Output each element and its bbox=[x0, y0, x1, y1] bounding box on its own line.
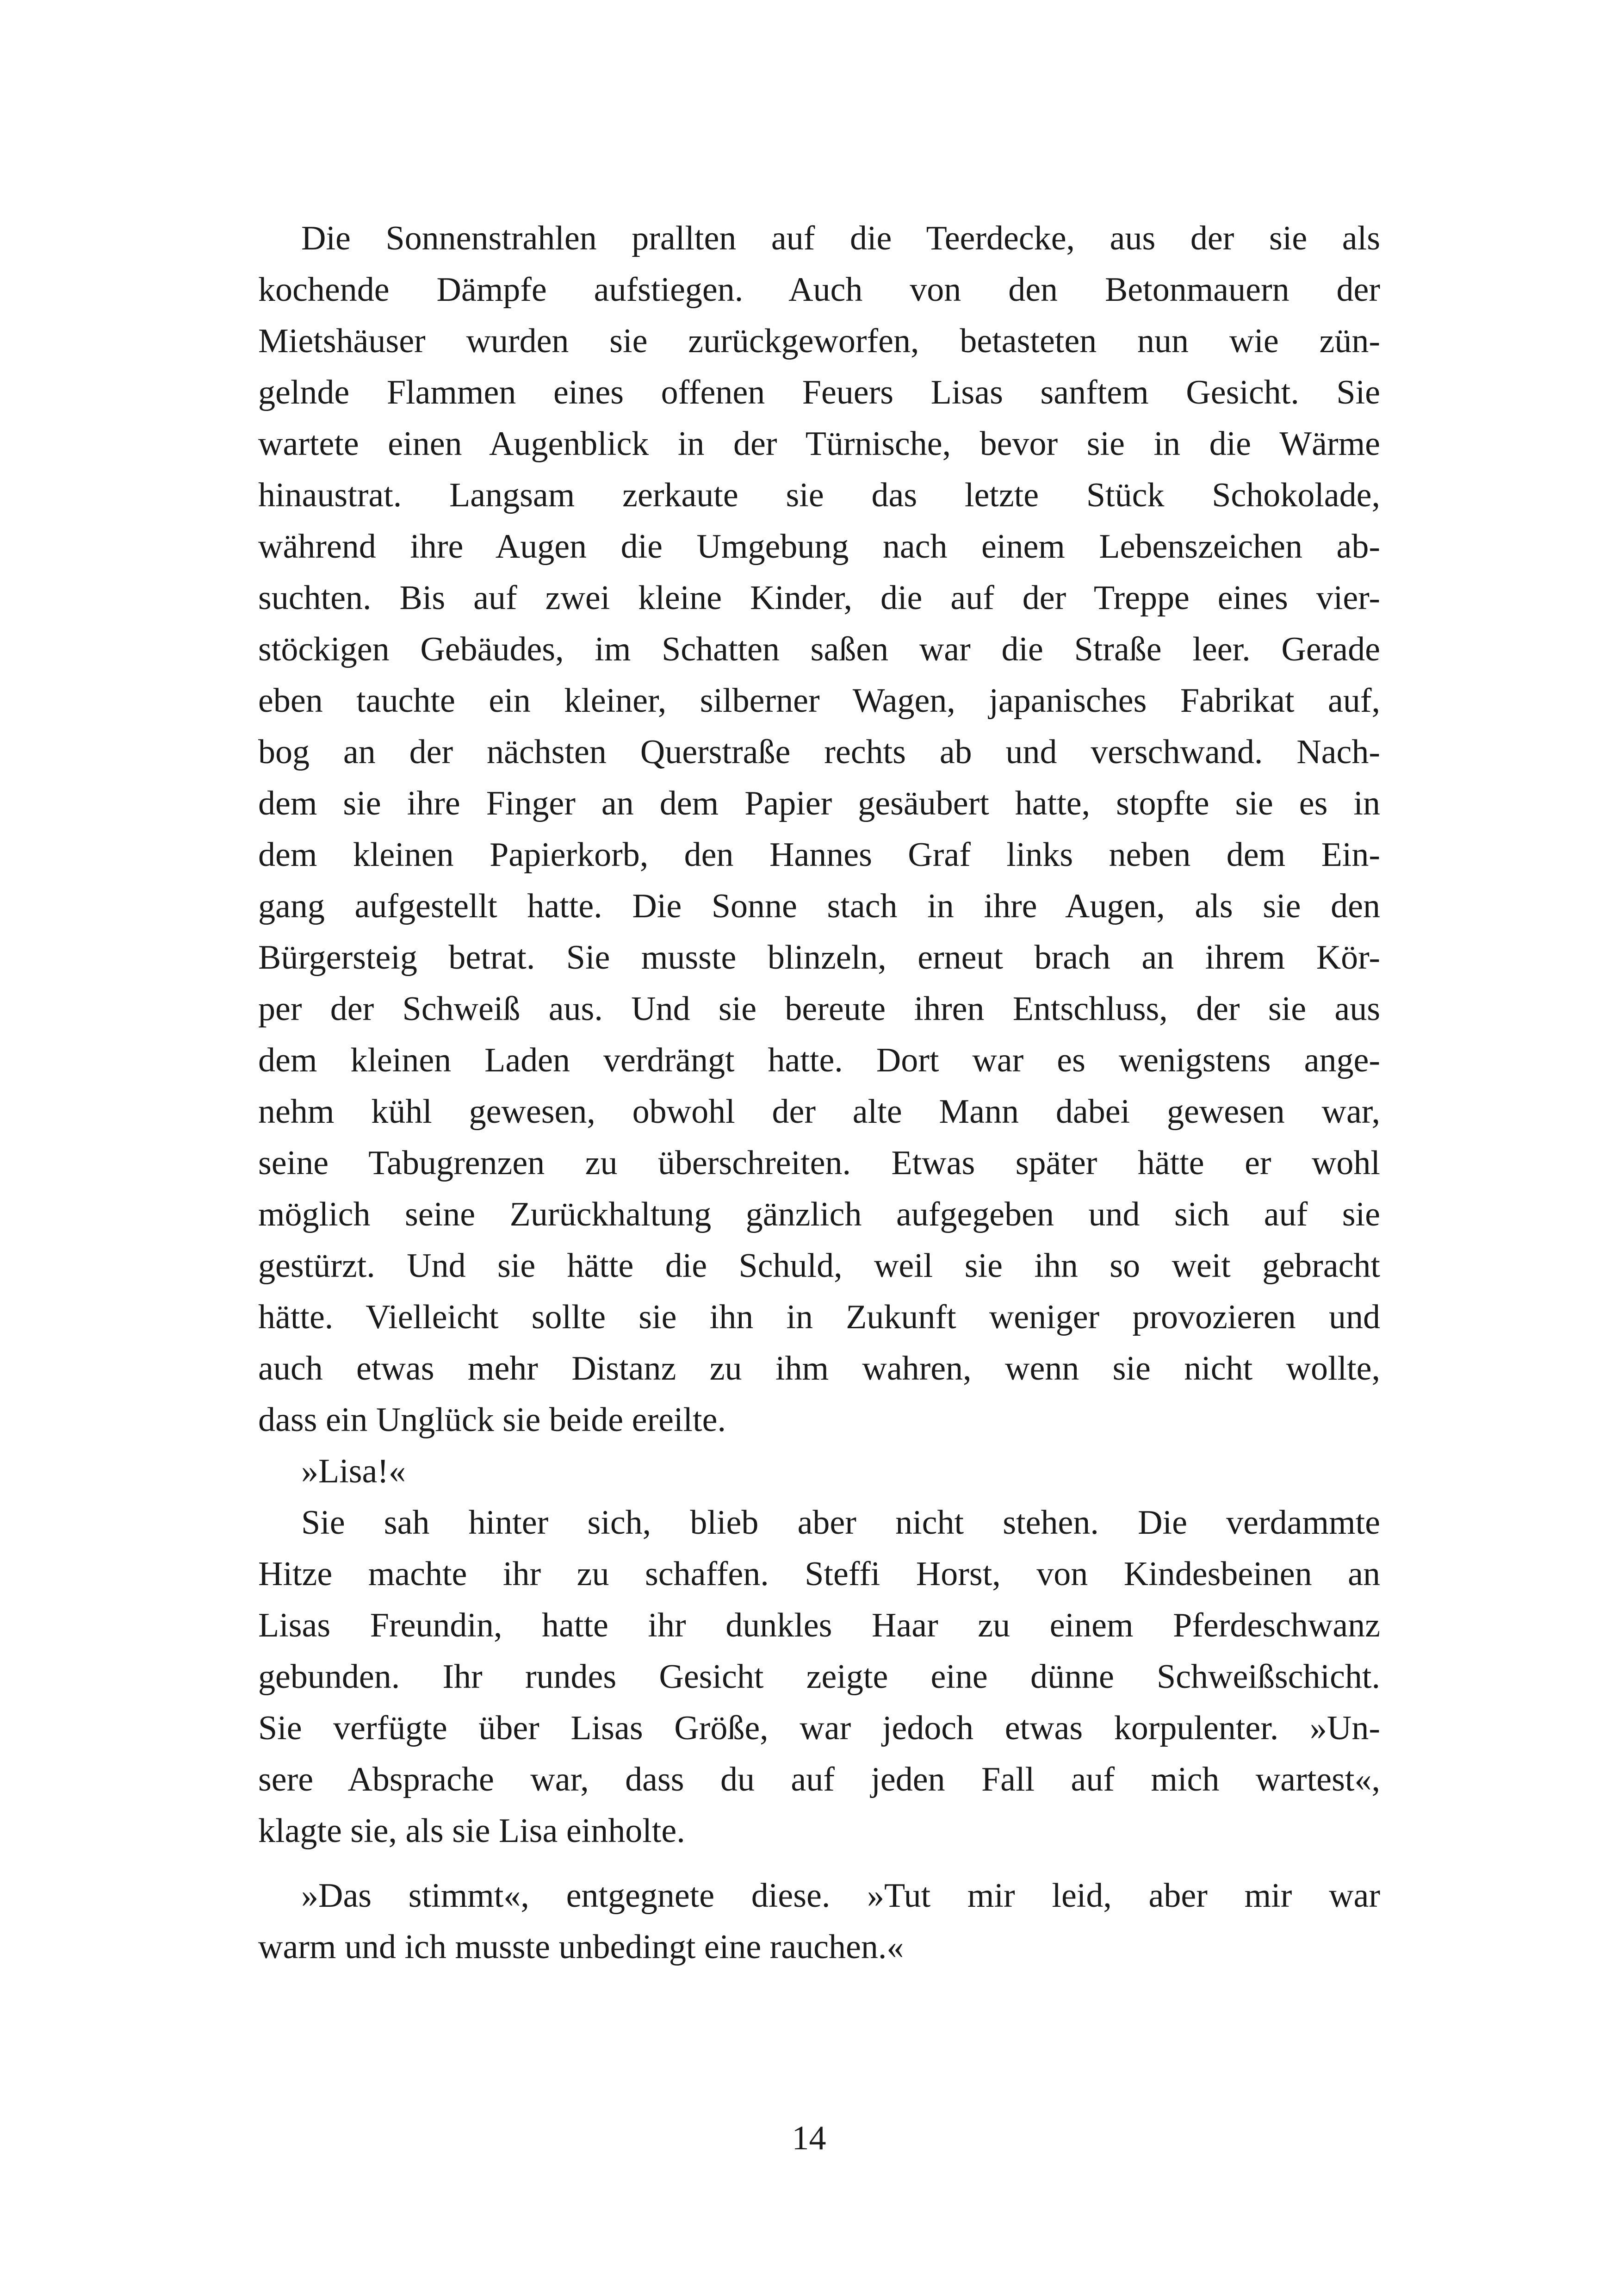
text-line: Bürgersteig betrat. Sie musste blinzeln, erneut brach an ihrem Kör- bbox=[258, 939, 1380, 977]
text-line: eben tauchte ein kleiner, silberner Wagen, japanisches Fabrikat auf, bbox=[258, 682, 1380, 720]
page-number: 14 bbox=[792, 2119, 826, 2157]
body-text bbox=[258, 213, 1380, 1973]
text-line: kochende Dämpfe aufstiegen. Auch von den Betonmauern der bbox=[258, 271, 1380, 309]
text-line: stöckigen Gebäudes, im Schatten saßen war die Straße leer. Gerade bbox=[258, 630, 1380, 668]
text-line: hätte. Vielleicht sollte sie ihn in Zukunft weniger provozieren und bbox=[258, 1298, 1380, 1336]
text-line: dem sie ihre Finger an dem Papier gesäubert hatte, stopfte sie es in bbox=[258, 784, 1380, 822]
text-line: gang aufgestellt hatte. Die Sonne stach in ihre Augen, als sie den bbox=[258, 887, 1380, 925]
text-line: Lisas Freundin, hatte ihr dunkles Haar zu einem Pferdeschwanz bbox=[258, 1606, 1380, 1644]
text-line: nehm kühl gewesen, obwohl der alte Mann dabei gewesen war, bbox=[258, 1093, 1380, 1131]
text-line: Sie verfügte über Lisas Größe, war jedoch etwas korpulenter. »Un- bbox=[258, 1709, 1380, 1747]
text-line: warm und ich musste unbedingt eine rauchen.« bbox=[258, 1928, 904, 1966]
text-line: dem kleinen Laden verdrängt hatte. Dort war es wenigstens ange- bbox=[258, 1041, 1380, 1079]
text-line: per der Schweiß aus. Und sie bereute ihren Entschluss, der sie aus bbox=[258, 990, 1380, 1028]
text-line: während ihre Augen die Umgebung nach einem Lebenszeichen ab- bbox=[258, 528, 1380, 566]
text-line: Die Sonnenstrahlen prallten auf die Teerdecke, aus der sie als bbox=[301, 219, 1380, 257]
text-line: hinaustrat. Langsam zerkaute sie das letzte Stück Schokolade, bbox=[258, 476, 1380, 514]
text-line: dass ein Unglück sie beide ereilte. bbox=[258, 1401, 726, 1439]
text-line: bog an der nächsten Querstraße rechts ab und verschwand. Nach- bbox=[258, 733, 1380, 771]
text-line: »Das stimmt«, entgegnete diese. »Tut mir leid, aber mir war bbox=[301, 1877, 1380, 1915]
text-line: gelnde Flammen eines offenen Feuers Lisas sanftem Gesicht. Sie bbox=[258, 373, 1380, 411]
text-line: dem kleinen Papierkorb, den Hannes Graf links neben dem Ein- bbox=[258, 836, 1380, 874]
text-line: auch etwas mehr Distanz zu ihm wahren, wenn sie nicht wollte, bbox=[258, 1350, 1380, 1388]
text-line: gebunden. Ihr rundes Gesicht zeigte eine dünne Schweißschicht. bbox=[258, 1658, 1380, 1696]
text-line: wartete einen Augenblick in der Türnische, bevor sie in die Wärme bbox=[258, 425, 1380, 463]
text-line: suchten. Bis auf zwei kleine Kinder, die auf der Treppe eines vier- bbox=[258, 579, 1380, 617]
text-line: seine Tabugrenzen zu überschreiten. Etwas später hätte er wohl bbox=[258, 1144, 1380, 1182]
text-line: möglich seine Zurückhaltung gänzlich aufgegeben und sich auf sie bbox=[258, 1195, 1380, 1233]
text-line: Sie sah hinter sich, blieb aber nicht stehen. Die verdammte bbox=[301, 1504, 1380, 1542]
text-line: Hitze machte ihr zu schaffen. Steffi Horst, von Kindesbeinen an bbox=[258, 1555, 1380, 1593]
text-line: sere Absprache war, dass du auf jeden Fall auf mich wartest«, bbox=[258, 1761, 1380, 1798]
text-line: klagte sie, als sie Lisa einholte. bbox=[258, 1812, 685, 1850]
text-line: Mietshäuser wurden sie zurückgeworfen, betasteten nun wie zün- bbox=[258, 322, 1380, 360]
text-line: »Lisa!« bbox=[301, 1452, 406, 1490]
text-line: gestürzt. Und sie hätte die Schuld, weil sie ihn so weit gebracht bbox=[258, 1247, 1380, 1285]
